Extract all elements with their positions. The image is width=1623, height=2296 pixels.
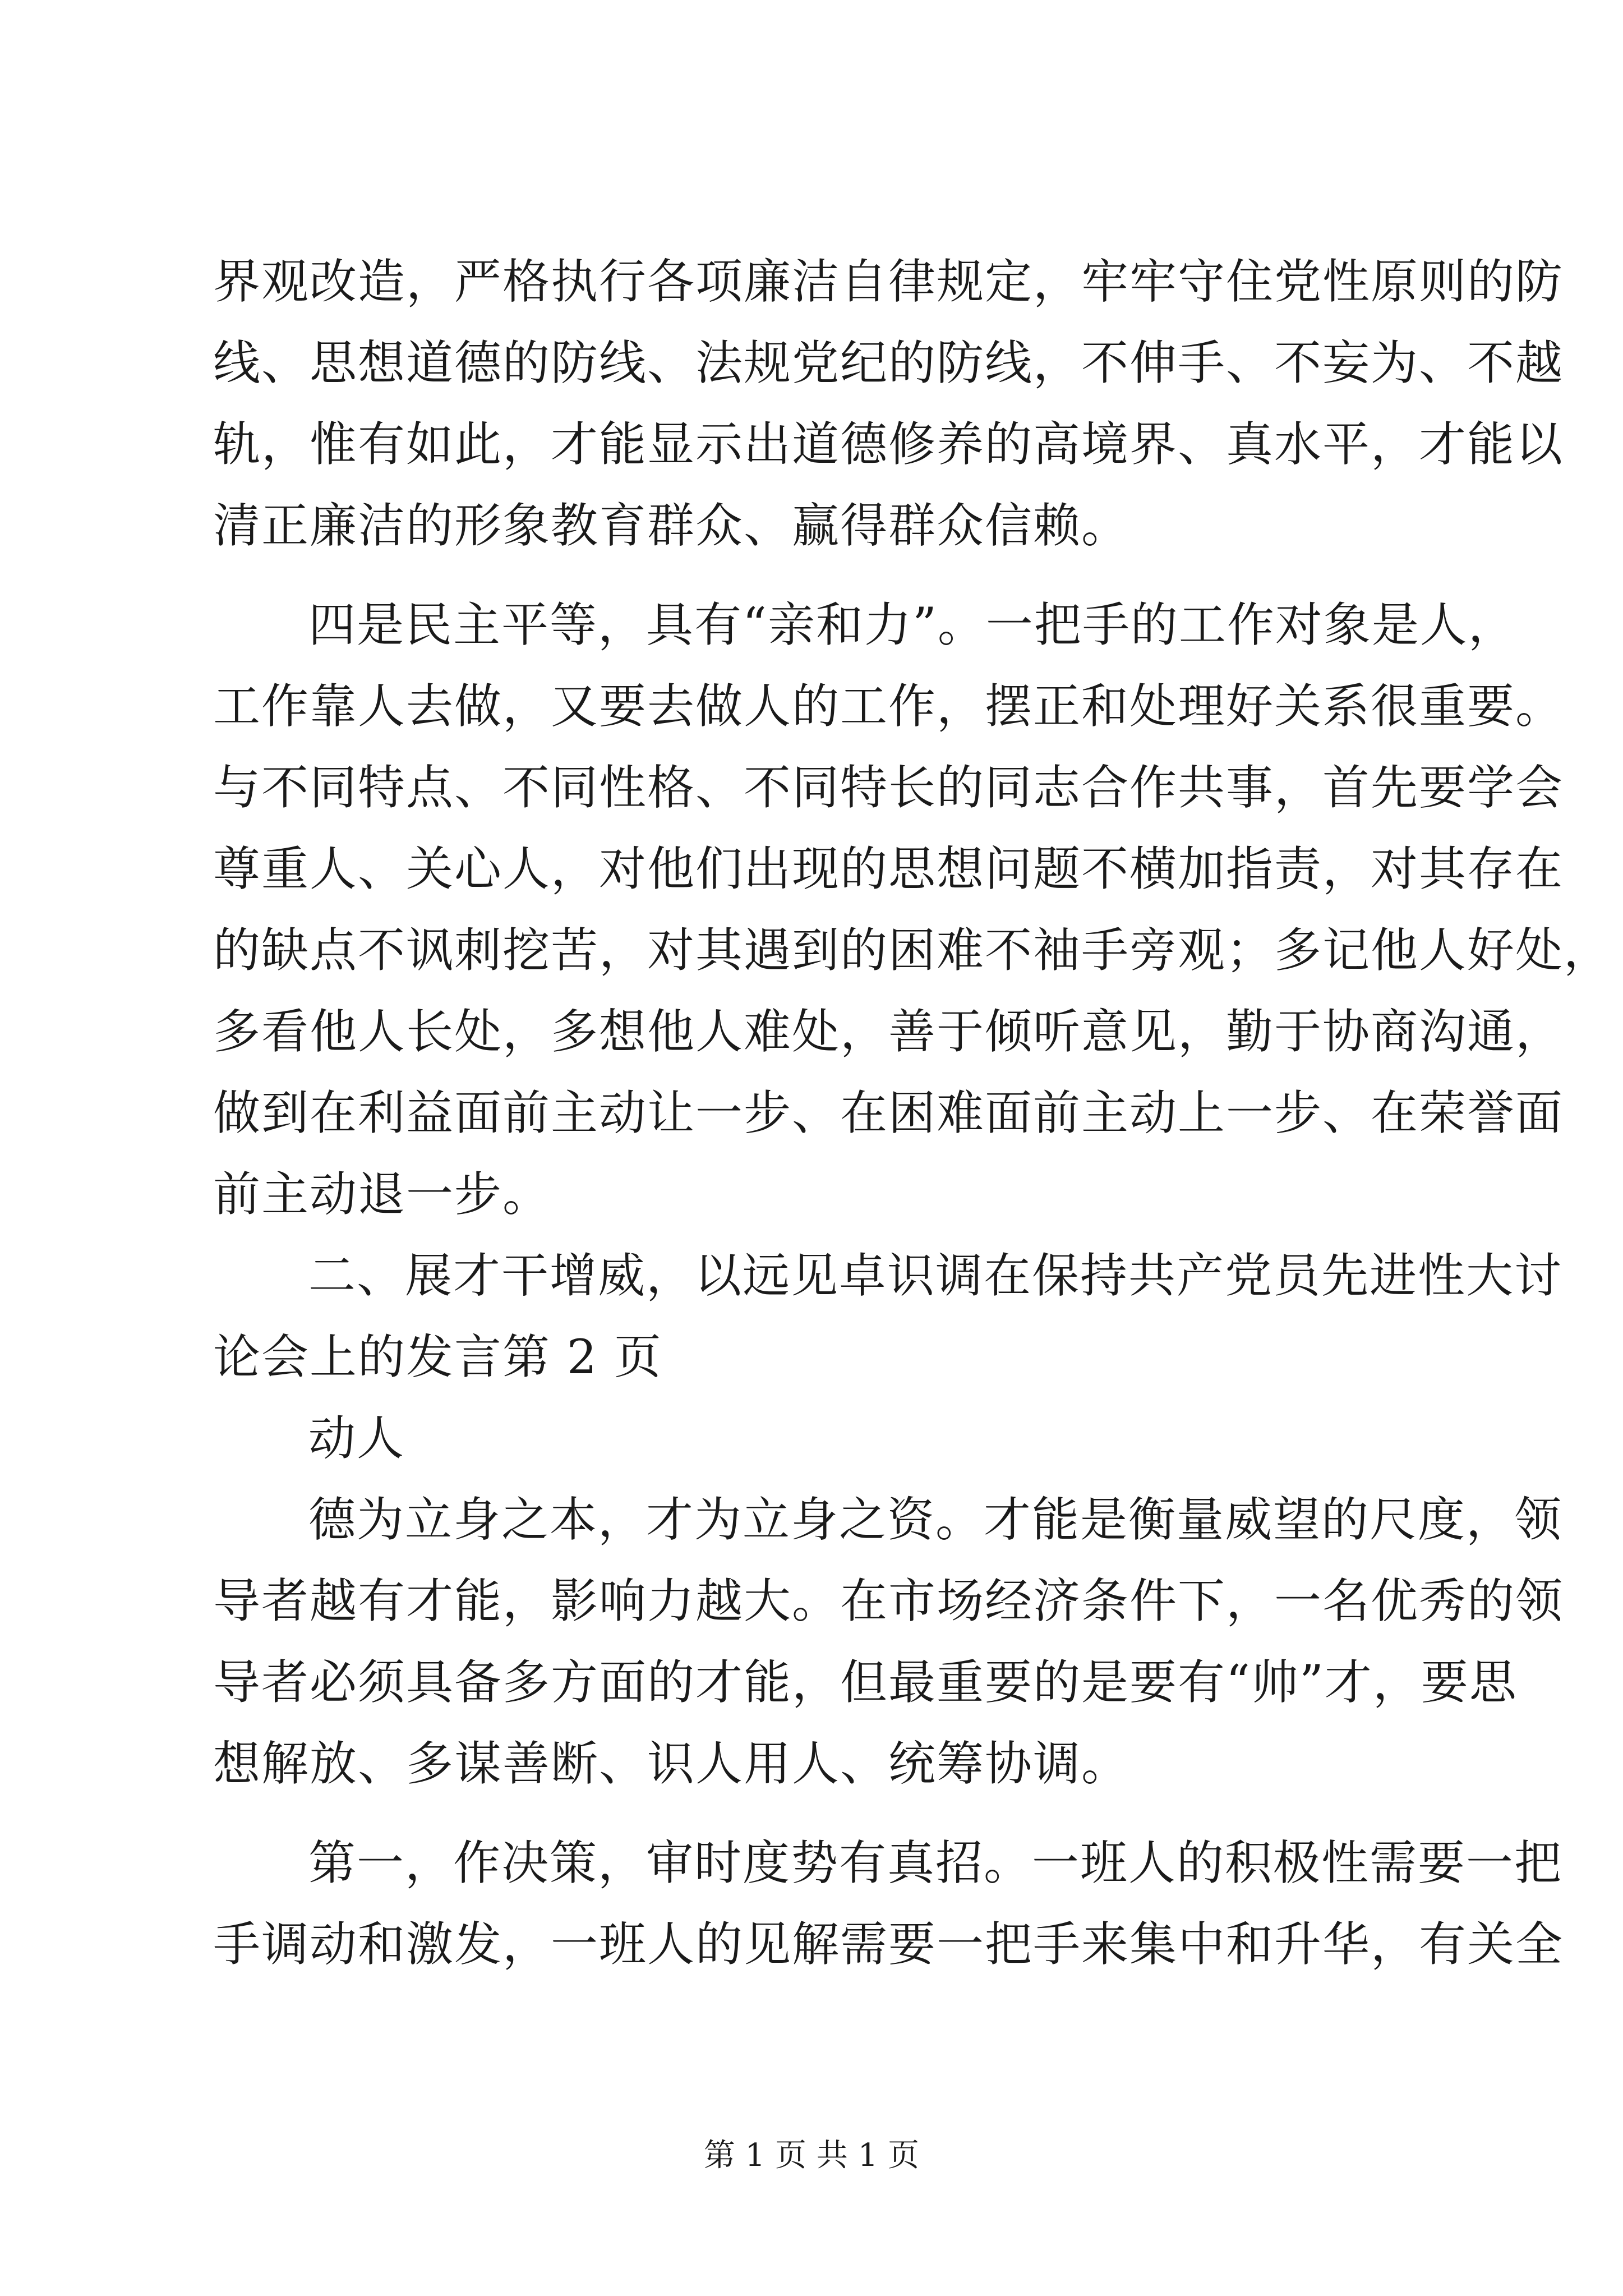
- text-line: 手调动和激发，一班人的见解需要一把手来集中和升华，有关全: [213, 1917, 1564, 1972]
- text-line: 论会上的发言第 2 页: [213, 1329, 662, 1384]
- text-line: 轨，惟有如此，才能显示出道德修养的高境界、真水平，才能以: [213, 417, 1564, 472]
- text-line: 想解放、多谋善断、识人用人、统筹协调。: [213, 1736, 1130, 1791]
- text-line: 前主动退一步。: [213, 1167, 551, 1222]
- text-line: 动人: [308, 1411, 405, 1466]
- page-footer: 第 1 页 共 1 页: [703, 2137, 920, 2174]
- text-line: 导者越有才能，影响力越大。在市场经济条件下，一名优秀的领: [213, 1573, 1564, 1628]
- text-line: 多看他人长处，多想他人难处，善于倾听意见，勤于协商沟通，: [213, 1004, 1564, 1059]
- text-line: 界观改造，严格执行各项廉洁自律规定，牢牢守住党性原则的防: [213, 254, 1564, 309]
- text-line: 四是民主平等，具有“亲和力”。一把手的工作对象是人，: [308, 597, 1516, 652]
- text-line: 与不同特点、不同性格、不同特长的同志合作共事，首先要学会: [213, 760, 1564, 815]
- text-line: 做到在利益面前主动让一步、在困难面前主动上一步、在荣誉面: [213, 1085, 1564, 1140]
- text-line: 清正廉洁的形象教育群众、赢得群众信赖。: [213, 498, 1130, 553]
- section-heading: 二、展才干增威，以远见卓识调在保持共产党员先进性大讨: [308, 1248, 1563, 1303]
- text-line: 德为立身之本，才为立身之资。才能是衡量威望的尺度，领: [308, 1492, 1563, 1547]
- text-line: 尊重人、关心人，对他们出现的思想问题不横加指责，对其存在: [213, 841, 1564, 896]
- document-body: [213, 241, 1612, 1985]
- text-line: 第一，作决策，审时度势有真招。一班人的积极性需要一把: [308, 1835, 1563, 1890]
- text-line: 线、思想道德的防线、法规党纪的防线，不伸手、不妄为、不越: [213, 335, 1564, 390]
- text-line: 导者必须具备多方面的才能，但最重要的是要有“帅”才，要思: [213, 1655, 1518, 1710]
- text-line: 工作靠人去做，又要去做人的工作，摆正和处理好关系很重要。: [213, 679, 1564, 734]
- text-line: 的缺点不讽刺挖苦，对其遇到的困难不袖手旁观；多记他人好处，: [213, 923, 1612, 978]
